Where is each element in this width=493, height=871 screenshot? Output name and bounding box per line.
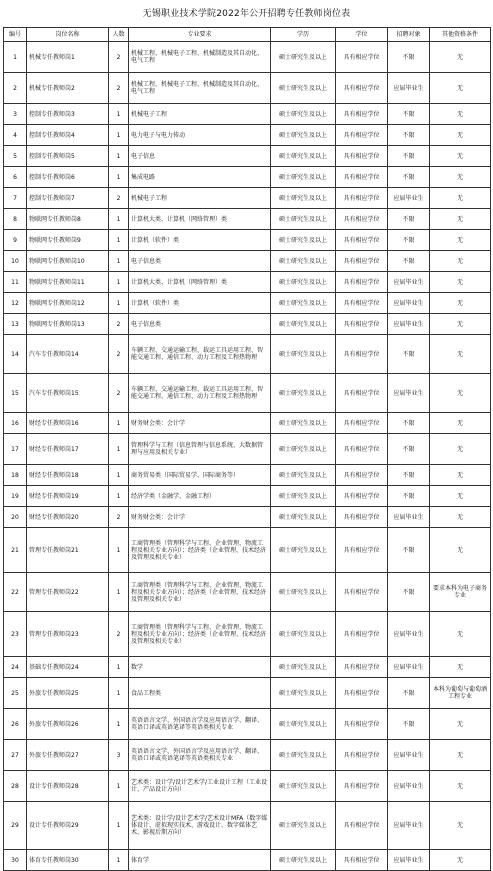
cell-count: 1 <box>109 465 129 486</box>
cell-no: 4 <box>4 125 27 146</box>
cell-no: 15 <box>4 374 27 413</box>
table-row <box>4 335 491 374</box>
table-body <box>4 42 491 871</box>
table-row <box>4 146 491 167</box>
cell-major: 财务财会类：会计学 <box>129 507 271 528</box>
cell-target: 不限 <box>388 42 430 73</box>
cell-major: 计算机（软件）类 <box>129 293 271 314</box>
cell-no: 24 <box>4 657 27 678</box>
cell-other: 无 <box>430 335 491 374</box>
table-row <box>4 771 491 802</box>
header-cell-education: 学历 <box>271 28 336 42</box>
cell-count: 1 <box>109 528 129 573</box>
cell-no: 14 <box>4 335 27 374</box>
table-row <box>4 657 491 678</box>
cell-post: 物联网专任教师岗8 <box>27 209 109 230</box>
cell-target: 不限 <box>388 251 430 272</box>
table-row <box>4 230 491 251</box>
cell-major: 工商管理类（管理科学与工程、企业管理、物流工程及相关专业方向）；经济类（企业管理、技术经济及管理及相关专业） <box>129 612 271 657</box>
cell-degree: 具有相应学位 <box>336 209 388 230</box>
cell-other: 无 <box>430 709 491 740</box>
cell-no: 29 <box>4 802 27 850</box>
cell-target: 应届毕业生 <box>388 374 430 413</box>
cell-count: 1 <box>109 251 129 272</box>
table-row <box>4 486 491 507</box>
cell-education: 硕士研究生及以上 <box>271 104 336 125</box>
cell-target: 不限 <box>388 209 430 230</box>
cell-post: 财经专任教师岗16 <box>27 413 109 434</box>
cell-post: 控制专任教师岗6 <box>27 167 109 188</box>
cell-education: 硕士研究生及以上 <box>271 413 336 434</box>
cell-count: 2 <box>109 73 129 104</box>
cell-major: 体育学 <box>129 850 271 871</box>
cell-target: 应届毕业生 <box>388 802 430 850</box>
cell-no: 2 <box>4 73 27 104</box>
cell-post: 财经专任教师岗17 <box>27 434 109 465</box>
cell-other: 无 <box>430 528 491 573</box>
cell-no: 9 <box>4 230 27 251</box>
header-cell-post: 岗位名称 <box>27 28 109 42</box>
cell-post: 物联网专任教师岗12 <box>27 293 109 314</box>
cell-count: 1 <box>109 413 129 434</box>
cell-count: 1 <box>109 486 129 507</box>
cell-degree: 具有相应学位 <box>336 612 388 657</box>
cell-no: 10 <box>4 251 27 272</box>
cell-post: 体育专任教师岗30 <box>27 850 109 871</box>
cell-count: 1 <box>109 293 129 314</box>
cell-education: 硕士研究生及以上 <box>271 507 336 528</box>
cell-target: 不限 <box>388 335 430 374</box>
cell-post: 外旅专任教师岗26 <box>27 709 109 740</box>
cell-no: 12 <box>4 293 27 314</box>
cell-other: 无 <box>430 507 491 528</box>
cell-other: 无 <box>430 314 491 335</box>
cell-degree: 具有相应学位 <box>336 230 388 251</box>
cell-education: 硕士研究生及以上 <box>271 188 336 209</box>
cell-other: 无 <box>430 293 491 314</box>
table-row <box>4 413 491 434</box>
cell-no: 20 <box>4 507 27 528</box>
cell-education: 硕士研究生及以上 <box>271 709 336 740</box>
cell-target: 不限 <box>388 125 430 146</box>
cell-other: 无 <box>430 251 491 272</box>
cell-no: 5 <box>4 146 27 167</box>
cell-no: 7 <box>4 188 27 209</box>
cell-count: 1 <box>109 146 129 167</box>
cell-education: 硕士研究生及以上 <box>271 740 336 771</box>
cell-major: 计算机大类、计算机（网络管理）类 <box>129 272 271 293</box>
cell-degree: 具有相应学位 <box>336 272 388 293</box>
cell-other: 无 <box>430 272 491 293</box>
table-row <box>4 125 491 146</box>
cell-major: 计算机大类、计算机（网络管理）类 <box>129 209 271 230</box>
cell-education: 硕士研究生及以上 <box>271 657 336 678</box>
cell-other: 无 <box>430 104 491 125</box>
cell-target: 应届毕业生 <box>388 188 430 209</box>
table-row <box>4 507 491 528</box>
cell-target: 不限 <box>388 413 430 434</box>
cell-count: 1 <box>109 678 129 709</box>
cell-major: 机械电子工程 <box>129 104 271 125</box>
cell-degree: 具有相应学位 <box>336 465 388 486</box>
cell-target: 应届毕业生 <box>388 73 430 104</box>
cell-count: 1 <box>109 657 129 678</box>
cell-degree: 具有相应学位 <box>336 188 388 209</box>
cell-major: 艺术类：设计学/设计艺术学/艺术设计MFA（数字媒体设计、虚拟现实技术、游戏设计、数字媒体艺术、影视后期方向） <box>129 802 271 850</box>
cell-major: 英语语言文学、外国语言学及应用语言学、翻译、英语口译或英语笔译等英语类相关专业 <box>129 709 271 740</box>
cell-post: 财经专任教师岗20 <box>27 507 109 528</box>
cell-education: 硕士研究生及以上 <box>271 771 336 802</box>
cell-no: 19 <box>4 486 27 507</box>
cell-no: 3 <box>4 104 27 125</box>
cell-no: 30 <box>4 850 27 871</box>
table-row <box>4 104 491 125</box>
cell-count: 1 <box>109 850 129 871</box>
table-row <box>4 272 491 293</box>
cell-major: 机械工程、机械电子工程、机械制造及其自动化、电气工程 <box>129 73 271 104</box>
cell-target: 不限 <box>388 678 430 709</box>
cell-post: 物联网专任教师岗11 <box>27 272 109 293</box>
cell-count: 2 <box>109 335 129 374</box>
cell-education: 硕士研究生及以上 <box>271 486 336 507</box>
cell-other: 无 <box>430 465 491 486</box>
cell-count: 1 <box>109 573 129 612</box>
cell-major: 工商管理类（管理科学与工程、企业管理、物流工程及相关专业方向）；经济类（企业管理、技术经济及管理及相关专业） <box>129 528 271 573</box>
cell-count: 1 <box>109 125 129 146</box>
cell-count: 2 <box>109 374 129 413</box>
cell-no: 26 <box>4 709 27 740</box>
cell-major: 英语语言文学、外国语言学及应用语言学、翻译、英语口译或英语笔译等英语类相关专业 <box>129 740 271 771</box>
cell-no: 25 <box>4 678 27 709</box>
cell-degree: 具有相应学位 <box>336 146 388 167</box>
cell-target: 应届毕业生 <box>388 314 430 335</box>
cell-post: 物联网专任教师岗13 <box>27 314 109 335</box>
cell-no: 1 <box>4 42 27 73</box>
cell-degree: 具有相应学位 <box>336 771 388 802</box>
cell-degree: 具有相应学位 <box>336 573 388 612</box>
cell-target: 应届毕业生 <box>388 850 430 871</box>
cell-no: 11 <box>4 272 27 293</box>
cell-education: 硕士研究生及以上 <box>271 230 336 251</box>
cell-post: 物联网专任教师岗9 <box>27 230 109 251</box>
cell-other: 无 <box>430 413 491 434</box>
cell-target: 应届毕业生 <box>388 740 430 771</box>
table-row <box>4 573 491 612</box>
cell-major: 计算机（软件）类 <box>129 230 271 251</box>
cell-no: 13 <box>4 314 27 335</box>
table-row <box>4 740 491 771</box>
cell-degree: 具有相应学位 <box>336 42 388 73</box>
cell-count: 2 <box>109 507 129 528</box>
cell-education: 硕士研究生及以上 <box>271 850 336 871</box>
cell-count: 1 <box>109 771 129 802</box>
table-row <box>4 251 491 272</box>
cell-degree: 具有相应学位 <box>336 125 388 146</box>
cell-degree: 具有相应学位 <box>336 167 388 188</box>
cell-count: 1 <box>109 230 129 251</box>
cell-target: 应届毕业生 <box>388 612 430 657</box>
cell-count: 1 <box>109 709 129 740</box>
cell-education: 硕士研究生及以上 <box>271 272 336 293</box>
cell-count: 2 <box>109 188 129 209</box>
cell-post: 设计专任教师岗28 <box>27 771 109 802</box>
cell-major: 机械电子工程 <box>129 188 271 209</box>
cell-count: 1 <box>109 104 129 125</box>
table-row <box>4 293 491 314</box>
cell-count: 2 <box>109 42 129 73</box>
cell-count: 1 <box>109 272 129 293</box>
table-row <box>4 188 491 209</box>
cell-no: 21 <box>4 528 27 573</box>
cell-count: 1 <box>109 802 129 850</box>
cell-major: 管理科学与工程（信息管理与信息系统、大数据管理与应用及相关专业） <box>129 434 271 465</box>
cell-education: 硕士研究生及以上 <box>271 335 336 374</box>
cell-target: 不限 <box>388 104 430 125</box>
table-row <box>4 678 491 709</box>
header-cell-no: 编号 <box>4 28 27 42</box>
cell-other: 无 <box>430 802 491 850</box>
cell-degree: 具有相应学位 <box>336 802 388 850</box>
cell-education: 硕士研究生及以上 <box>271 314 336 335</box>
cell-post: 机械专任教师岗1 <box>27 42 109 73</box>
cell-other: 无 <box>430 486 491 507</box>
cell-count: 2 <box>109 314 129 335</box>
cell-major: 机械工程、机械电子工程、机械制造及其自动化、电气工程 <box>129 42 271 73</box>
table-row <box>4 709 491 740</box>
cell-degree: 具有相应学位 <box>336 507 388 528</box>
cell-major: 电子信息类 <box>129 251 271 272</box>
cell-degree: 具有相应学位 <box>336 374 388 413</box>
cell-major: 经济学类（金融学、金融工程） <box>129 486 271 507</box>
cell-target: 不限 <box>388 230 430 251</box>
header-cell-degree: 学位 <box>336 28 388 42</box>
cell-post: 管理专任教师岗23 <box>27 612 109 657</box>
cell-degree: 具有相应学位 <box>336 251 388 272</box>
cell-education: 硕士研究生及以上 <box>271 573 336 612</box>
cell-education: 硕士研究生及以上 <box>271 251 336 272</box>
cell-education: 硕士研究生及以上 <box>271 293 336 314</box>
positions-table <box>3 27 491 871</box>
cell-no: 18 <box>4 465 27 486</box>
cell-other: 无 <box>430 146 491 167</box>
cell-degree: 具有相应学位 <box>336 314 388 335</box>
table-row <box>4 167 491 188</box>
header-cell-count: 人数 <box>109 28 129 42</box>
cell-target: 不限 <box>388 528 430 573</box>
cell-target: 不限 <box>388 465 430 486</box>
cell-major: 电子信息 <box>129 146 271 167</box>
cell-other: 无 <box>430 612 491 657</box>
cell-count: 1 <box>109 209 129 230</box>
cell-education: 硕士研究生及以上 <box>271 73 336 104</box>
cell-degree: 具有相应学位 <box>336 740 388 771</box>
cell-education: 硕士研究生及以上 <box>271 434 336 465</box>
cell-post: 管理专任教师岗22 <box>27 573 109 612</box>
cell-target: 应届毕业生 <box>388 507 430 528</box>
cell-count: 1 <box>109 167 129 188</box>
table-row <box>4 73 491 104</box>
table-row <box>4 612 491 657</box>
cell-count: 3 <box>109 740 129 771</box>
header-cell-major: 专业要求 <box>129 28 271 42</box>
cell-major: 艺术类：设计学/设计艺术学/工业设计工程（工业设计、产品设计方向） <box>129 771 271 802</box>
cell-major: 财务财会类：会计学 <box>129 413 271 434</box>
cell-other: 无 <box>430 42 491 73</box>
cell-no: 22 <box>4 573 27 612</box>
cell-other: 无 <box>430 434 491 465</box>
cell-degree: 具有相应学位 <box>336 104 388 125</box>
table-row <box>4 802 491 850</box>
table-row <box>4 465 491 486</box>
cell-degree: 具有相应学位 <box>336 850 388 871</box>
cell-education: 硕士研究生及以上 <box>271 42 336 73</box>
cell-no: 28 <box>4 771 27 802</box>
cell-education: 硕士研究生及以上 <box>271 802 336 850</box>
cell-major: 工商管理类（管理科学与工程、企业管理、物流工程及相关专业方向）；经济类（企业管理、技术经济及管理及相关专业） <box>129 573 271 612</box>
cell-other: 无 <box>430 740 491 771</box>
cell-no: 23 <box>4 612 27 657</box>
cell-education: 硕士研究生及以上 <box>271 528 336 573</box>
cell-other: 无 <box>430 188 491 209</box>
cell-degree: 具有相应学位 <box>336 434 388 465</box>
header-cell-target: 招聘对象 <box>388 28 430 42</box>
cell-post: 汽车专任教师岗15 <box>27 374 109 413</box>
cell-post: 控制专任教师岗3 <box>27 104 109 125</box>
cell-major: 电子信息类 <box>129 314 271 335</box>
cell-target: 应届毕业生 <box>388 657 430 678</box>
table-row <box>4 374 491 413</box>
cell-education: 硕士研究生及以上 <box>271 146 336 167</box>
cell-target: 不限 <box>388 486 430 507</box>
cell-post: 控制专任教师岗5 <box>27 146 109 167</box>
cell-degree: 具有相应学位 <box>336 657 388 678</box>
table-row <box>4 850 491 871</box>
cell-post: 机械专任教师岗2 <box>27 73 109 104</box>
cell-education: 硕士研究生及以上 <box>271 167 336 188</box>
header-cell-other: 其他资格条件 <box>430 28 491 42</box>
table-row <box>4 314 491 335</box>
cell-no: 6 <box>4 167 27 188</box>
table-title: 无锡职业技术学院2022年公开招聘专任教师岗位表 <box>142 9 351 19</box>
cell-post: 管理专任教师岗21 <box>27 528 109 573</box>
cell-education: 硕士研究生及以上 <box>271 612 336 657</box>
cell-count: 2 <box>109 612 129 657</box>
cell-target: 不限 <box>388 146 430 167</box>
cell-education: 硕士研究生及以上 <box>271 678 336 709</box>
cell-education: 硕士研究生及以上 <box>271 125 336 146</box>
cell-target: 不限 <box>388 167 430 188</box>
cell-no: 17 <box>4 434 27 465</box>
cell-post: 控制专任教师岗4 <box>27 125 109 146</box>
cell-target: 应届毕业生 <box>388 293 430 314</box>
cell-post: 外旅专任教师岗25 <box>27 678 109 709</box>
table-row <box>4 42 491 73</box>
cell-degree: 具有相应学位 <box>336 335 388 374</box>
cell-education: 硕士研究生及以上 <box>271 374 336 413</box>
cell-other: 无 <box>430 209 491 230</box>
cell-other: 无 <box>430 374 491 413</box>
cell-degree: 具有相应学位 <box>336 678 388 709</box>
cell-other: 本科为葡萄与葡萄酒工程专业 <box>430 678 491 709</box>
cell-degree: 具有相应学位 <box>336 73 388 104</box>
cell-count: 1 <box>109 434 129 465</box>
cell-post: 控制专任教师岗7 <box>27 188 109 209</box>
cell-major: 食品工程类 <box>129 678 271 709</box>
cell-no: 16 <box>4 413 27 434</box>
cell-post: 财经专任教师岗18 <box>27 465 109 486</box>
cell-target: 应届毕业生 <box>388 771 430 802</box>
cell-post: 汽车专任教师岗14 <box>27 335 109 374</box>
table-row <box>4 434 491 465</box>
cell-target: 应届毕业生 <box>388 272 430 293</box>
cell-major: 集成电路 <box>129 167 271 188</box>
cell-post: 财经专任教师岗19 <box>27 486 109 507</box>
cell-target: 不限 <box>388 709 430 740</box>
cell-post: 外旅专任教师岗27 <box>27 740 109 771</box>
cell-major: 车辆工程、交通运输工程、载运工具运用工程、智能交通工程、通信工程、动力工程及工程热物理 <box>129 374 271 413</box>
cell-degree: 具有相应学位 <box>336 413 388 434</box>
cell-degree: 具有相应学位 <box>336 293 388 314</box>
cell-other: 无 <box>430 771 491 802</box>
cell-post: 设计专任教师岗29 <box>27 802 109 850</box>
cell-no: 8 <box>4 209 27 230</box>
cell-no: 27 <box>4 740 27 771</box>
cell-education: 硕士研究生及以上 <box>271 465 336 486</box>
cell-degree: 具有相应学位 <box>336 528 388 573</box>
table-row <box>4 209 491 230</box>
cell-other: 要求本科为电子商务专业 <box>430 573 491 612</box>
header-row <box>4 28 491 42</box>
cell-major: 电力电子与电力传动 <box>129 125 271 146</box>
cell-post: 物联网专任教师岗10 <box>27 251 109 272</box>
table-row <box>4 528 491 573</box>
cell-other: 无 <box>430 657 491 678</box>
cell-other: 无 <box>430 230 491 251</box>
cell-major: 数学 <box>129 657 271 678</box>
cell-major: 商务贸易类（国际贸易学、国际商务等） <box>129 465 271 486</box>
cell-target: 不限 <box>388 434 430 465</box>
cell-major: 车辆工程、交通运输工程、载运工具运用工程、智能交通工程、通信工程、动力工程及工程热物理 <box>129 335 271 374</box>
cell-degree: 具有相应学位 <box>336 709 388 740</box>
cell-education: 硕士研究生及以上 <box>271 209 336 230</box>
cell-target: 不限 <box>388 573 430 612</box>
cell-other: 无 <box>430 167 491 188</box>
cell-post: 基础专任教师岗24 <box>27 657 109 678</box>
cell-other: 无 <box>430 125 491 146</box>
cell-degree: 具有相应学位 <box>336 486 388 507</box>
cell-other: 无 <box>430 850 491 871</box>
cell-other: 无 <box>430 73 491 104</box>
